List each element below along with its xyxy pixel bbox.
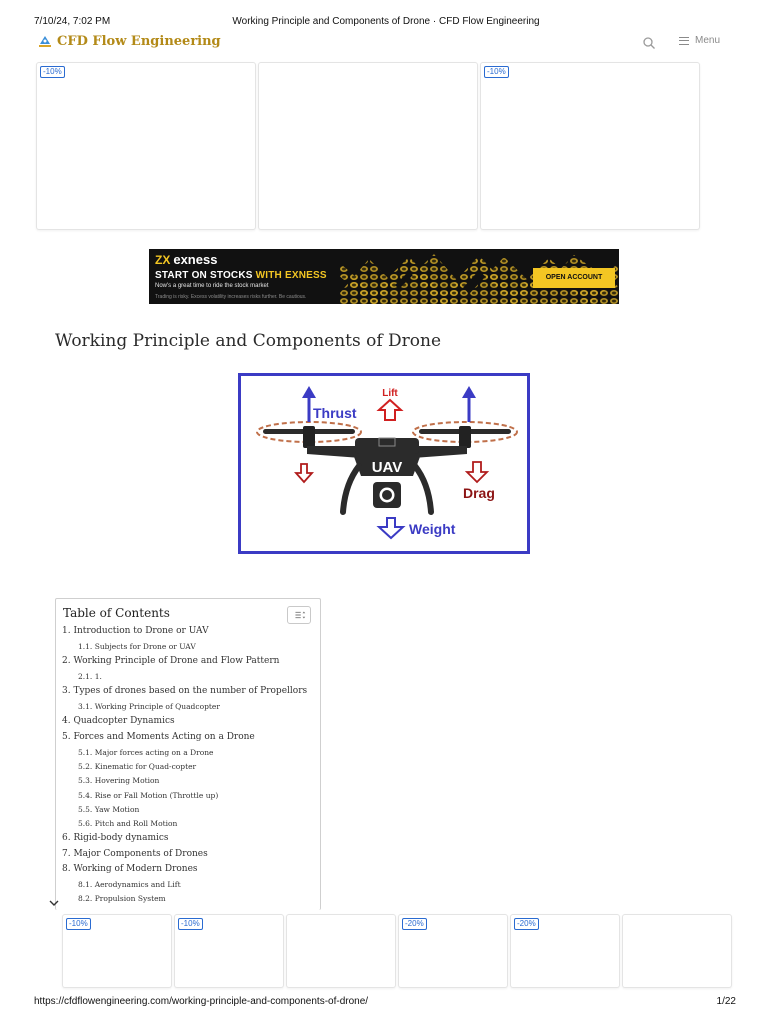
ad-open-account-button[interactable]: OPEN ACCOUNT <box>533 268 615 288</box>
discount-badge: -10% <box>484 66 509 78</box>
uav-label: UAV <box>371 459 403 476</box>
print-page-number: 1/22 <box>716 996 736 1007</box>
toc-item[interactable]: 5.5. Yaw Motion <box>78 805 140 814</box>
ad-fine-print: Trading is risky. Excess volatility increases risks further. Be cautious. <box>155 294 307 300</box>
drone-forces-figure <box>238 373 530 554</box>
thrust-label: Thrust <box>313 405 357 421</box>
toc-toggle-icon[interactable] <box>287 606 311 624</box>
site-logo-link[interactable] <box>38 34 221 49</box>
product-card[interactable] <box>36 62 256 230</box>
product-carousel-bottom <box>62 914 732 988</box>
product-card[interactable] <box>258 62 478 230</box>
ad-subline: Now's a great time to ride the stock market <box>155 283 269 289</box>
print-date: 7/10/24, 7:02 PM <box>34 16 111 27</box>
toc-item[interactable]: 8.1. Aerodynamics and Lift <box>78 880 181 889</box>
product-carousel-top <box>36 62 700 230</box>
chevron-down-icon[interactable] <box>48 899 60 908</box>
table-of-contents <box>55 598 321 910</box>
exness-logo-icon: ZX <box>155 252 171 267</box>
ad-headline <box>155 270 327 281</box>
toc-item[interactable]: 2.1. 1. <box>78 672 102 681</box>
thrust-arrow-right-icon <box>462 386 476 422</box>
discount-badge: -10% <box>66 918 91 930</box>
ad-headline-start: START ON STOCKS <box>155 270 256 281</box>
toc-item[interactable]: 5.6. Pitch and Roll Motion <box>78 819 178 828</box>
toc-item[interactable]: 1. Introduction to Drone or UAV <box>62 626 209 636</box>
menu-label: Menu <box>694 35 720 46</box>
weight-arrow-icon <box>379 518 403 538</box>
discount-badge: -20% <box>514 918 539 930</box>
ad-banner[interactable] <box>149 249 619 304</box>
product-card[interactable] <box>398 914 508 988</box>
ad-brand <box>155 252 217 267</box>
product-card[interactable] <box>62 914 172 988</box>
discount-badge: -10% <box>40 66 65 78</box>
toc-item[interactable]: 7. Major Components of Drones <box>62 849 208 859</box>
ad-headline-accent: WITH EXNESS <box>255 270 327 281</box>
lift-label: Lift <box>382 388 398 399</box>
toc-item[interactable]: 1.1. Subjects for Drone or UAV <box>78 642 196 651</box>
lift-arrow-icon <box>379 400 401 420</box>
toc-item[interactable]: 4. Quadcopter Dynamics <box>62 716 175 726</box>
drag-label: Drag <box>463 485 495 501</box>
site-header <box>38 34 720 54</box>
drag-arrow-icon <box>467 462 487 482</box>
toc-item[interactable]: 5.2. Kinematic for Quad-copter <box>78 762 197 771</box>
page-title: Working Principle and Components of Drone <box>55 331 442 351</box>
toc-item[interactable]: 8. Working of Modern Drones <box>62 864 198 874</box>
hamburger-icon <box>679 37 689 45</box>
ad-brand-name: exness <box>173 252 218 267</box>
weight-label: Weight <box>409 521 456 537</box>
toc-item[interactable]: 8.2. Propulsion System <box>78 894 166 903</box>
down-arrow-left-icon <box>296 464 312 482</box>
product-card[interactable] <box>174 914 284 988</box>
drone-diagram <box>241 376 527 551</box>
toc-item[interactable]: 5.3. Hovering Motion <box>78 776 160 785</box>
print-url: https://cfdflowengineering.com/working-principle-and-components-of-drone/ <box>34 996 369 1007</box>
logo-icon <box>38 35 52 49</box>
toc-item[interactable]: 5.1. Major forces acting on a Drone <box>78 748 214 757</box>
toc-item[interactable]: 6. Rigid-body dynamics <box>62 833 169 843</box>
toc-title: Table of Contents <box>63 606 170 620</box>
site-name: CFD Flow Engineering <box>57 34 221 49</box>
toc-item[interactable]: 2. Working Principle of Drone and Flow Pattern <box>62 656 280 666</box>
discount-badge: -10% <box>178 918 203 930</box>
print-header <box>34 16 738 30</box>
product-card[interactable] <box>480 62 700 230</box>
toc-item[interactable]: 3. Types of drones based on the number of Propellors <box>62 686 308 696</box>
toc-item[interactable]: 5. Forces and Moments Acting on a Drone <box>62 732 255 742</box>
search-icon[interactable] <box>642 36 656 50</box>
product-card[interactable] <box>510 914 620 988</box>
product-card[interactable] <box>286 914 396 988</box>
discount-badge: -20% <box>402 918 427 930</box>
menu-button[interactable] <box>679 35 720 46</box>
product-card[interactable] <box>622 914 732 988</box>
toc-item[interactable]: 3.1. Working Principle of Quadcopter <box>78 702 220 711</box>
print-title: Working Principle and Components of Drone · CFD Flow Engineering <box>232 16 540 27</box>
toc-item[interactable]: 5.4. Rise or Fall Motion (Throttle up) <box>78 791 219 800</box>
